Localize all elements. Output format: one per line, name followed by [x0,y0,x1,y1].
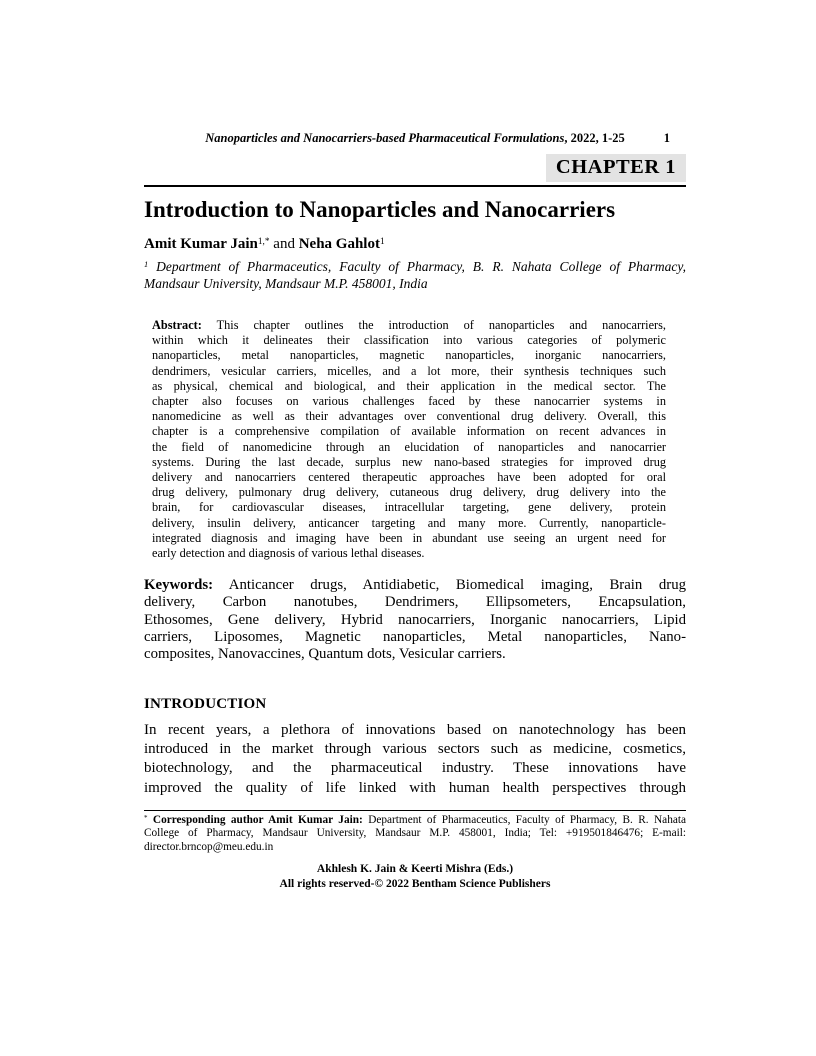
text-line: early detection and diagnosis of various lethal diseases. [152,546,425,561]
text-line: brain, for cardiovascular diseases, intracellular targeting, gene delivery, protein [152,500,666,515]
affiliation-text-1: Department of Pharmaceutics, Faculty of Pharmacy, B. R. Nahata College of Pharmacy, [156,259,686,274]
page-footer [144,862,686,891]
keywords-body [144,594,686,663]
affiliation-line-2: Mandsaur University, Mandsaur M.P. 458001, India [144,276,428,291]
text-line: chapter also focuses on various challenges faced by these nanocarrier systems in [152,394,666,409]
text-line: chapter is a comprehensive compilation of available information on recent advances in [152,424,666,439]
keywords-label: Keywords: [144,577,214,593]
text-line: Ethosomes, Gene delivery, Hybrid nanocarriers, Inorganic nanocarriers, Lipid [144,611,686,628]
footer-editors-line: Akhlesh K. Jain & Keerti Mishra (Eds.) [316,863,514,875]
header-rule [144,185,686,187]
author-2-superscript: 1 [379,236,385,247]
page-number: 1 [663,131,670,145]
abstract-first-line-text: This chapter outlines the introduction of nanoparticles and nanocarriers, [216,318,666,332]
text-line: systems. During the last decade, surplus new nano-based strategies for improved drug [152,454,666,469]
running-head [144,131,686,146]
footer-copyright-line: All rights reserved-© 2022 Bentham Science Publishers [279,877,551,890]
keywords-first-line-text: Anticancer drugs, Antidiabetic, Biomedical imaging, Brain drug [228,577,686,593]
text-line: composites, Nanovaccines, Quantum dots, Vesicular carriers. [144,646,506,663]
text-line: biotechnology, and the pharmaceutical industry. These innovations have [144,760,686,777]
text-line: carriers, Liposomes, Magnetic nanoparticles, Metal nanoparticles, Nano- [144,628,686,645]
text-line: director.brncop@meu.edu.in [144,840,274,853]
running-head-title-italic: Nanoparticles and Nanocarriers-based Pharmaceutical Formulations [205,131,565,145]
footnote [144,814,686,854]
text-line: improved the quality of life linked with human health perspectives through [144,779,686,796]
footnote-first-line-text: Department of Pharmaceutics, Faculty of Pharmacy, B. R. Nahata [368,814,687,826]
keywords-first-line [144,577,686,594]
authors-connector: and [269,236,299,252]
footnote-asterisk: * [144,813,148,822]
running-head-title-suffix: , 2022, 1-25 [564,131,625,145]
text-line: College of Pharmacy, Mandsaur University, Mandsaur M.P. 458001, India; Tel: +919501846476; E-mail: [144,827,686,840]
author-1-superscript: 1,* [257,236,270,247]
abstract-first-line [152,318,666,333]
text-line: delivery, insulin delivery, anticancer targeting and many more. Currently, nanoparticle- [152,515,666,530]
text-line: as physical, chemical and biological, and their application in the medical sector. The [152,378,666,393]
abstract-label: Abstract: [152,318,202,332]
text-line: In recent years, a plethora of innovations based on nanotechnology has been [144,722,686,738]
affiliation-superscript: 1 [144,260,149,270]
introduction-paragraph [144,721,686,798]
text-line: delivery, Carbon nanotubes, Dendrimers, Ellipsometers, Encapsulation, [144,594,686,611]
authors-line [144,236,686,253]
running-head-title [144,131,686,146]
text-line: drug delivery, pulmonary drug delivery, cutaneous drug delivery, drug delivery into the [152,485,666,500]
text-line: integrated diagnosis and imaging have been in abundant use seeing an urgent need for [152,530,666,545]
text-line: within which it delineates their classification into various categories of polymeric [152,333,666,348]
introduction-heading: INTRODUCTION [144,696,267,712]
text-line: introduced in the market through various sectors such as medicine, cosmetics, [144,741,686,758]
chapter-title: Introduction to Nanoparticles and Nanocarriers [144,197,616,222]
footnote-rule [144,810,686,811]
chapter-badge: CHAPTER 1 [546,154,686,182]
author-name-2: Neha Gahlot [298,236,380,252]
author-name-1: Amit Kumar Jain [144,236,258,252]
keywords [144,577,686,663]
text-line: delivery and nanocarriers centered therapeutic approaches have been adopted for oral [152,470,666,485]
footnote-body [144,827,686,854]
footnote-label: Corresponding author Amit Kumar Jain: [152,814,363,826]
affiliation [144,258,686,292]
abstract [152,318,666,561]
text-line: dendrimers, vesicular carriers, micelles, and a lot more, their synthesis techniques such [152,363,666,378]
text-line: nanomedicine as well as their advantages over conventional drug delivery. Overall, this [152,409,666,424]
affiliation-line-1 [144,258,686,275]
text-line: the field of nanomedicine through an elucidation of nanoparticles and nanocarrier [152,439,666,454]
abstract-body [152,333,666,561]
text-line: nanoparticles, metal nanoparticles, magnetic nanoparticles, inorganic nanocarriers, [152,348,666,363]
footnote-first-line [144,814,686,827]
